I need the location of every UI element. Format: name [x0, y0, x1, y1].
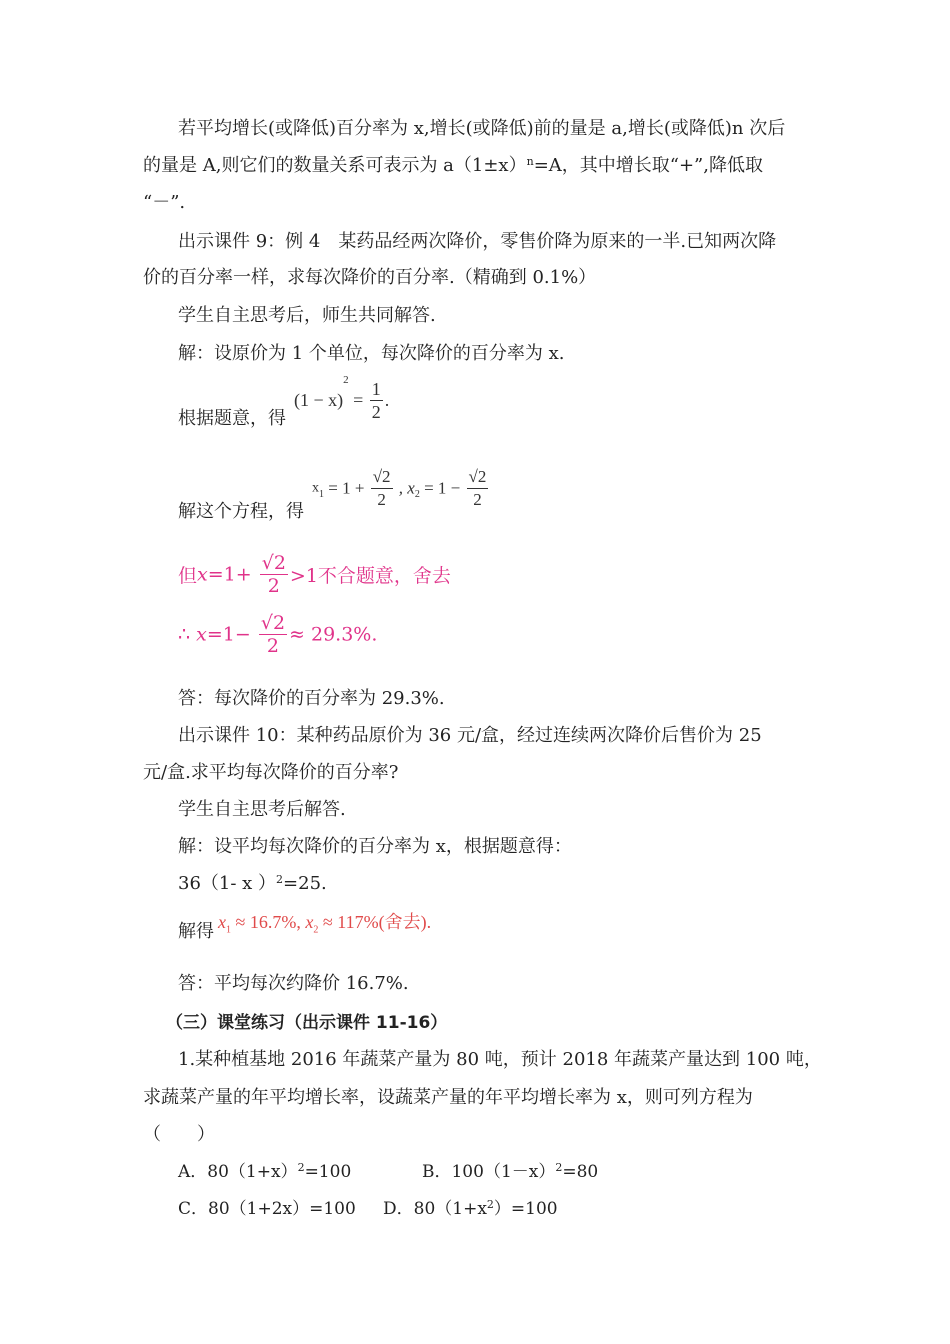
paragraph-1-line-2-part-b: =A，其中增长取“+”,降低取: [533, 155, 763, 176]
sqrt-numerator: √2: [261, 552, 286, 574]
therefore-symbol: ∴: [178, 623, 197, 646]
sqrt-numerator: √2: [260, 612, 286, 634]
root1-x: x: [218, 912, 226, 932]
reject-but: 但: [178, 565, 198, 587]
therefore-fraction: [259, 612, 287, 657]
sqrt-numerator: √2: [467, 466, 489, 489]
therefore-line: [178, 612, 377, 657]
section-title: （三）课堂练习（出示课件 11-16）: [166, 1013, 448, 1033]
fraction-one-half: [370, 378, 383, 423]
sqrt-denominator: 2: [377, 490, 386, 509]
option-c: C．80（1+2x）=100: [178, 1199, 356, 1219]
paragraph-1-line-3: “－”.: [143, 192, 186, 213]
fraction-denominator: 2: [371, 402, 381, 422]
equation-exponent: 2: [343, 374, 349, 386]
example-10-eq-b: =25.: [283, 873, 327, 894]
option-d-text: D．80（1+x: [383, 1199, 487, 1219]
question-1-line-2: 求蔬菜产量的年平均增长率，设蔬菜产量的年平均增长率为 x，则可列方程为: [143, 1087, 753, 1108]
radicand: 2: [272, 612, 286, 634]
example-10-eq-exponent: 2: [276, 873, 284, 886]
option-a-exponent: 2: [297, 1161, 305, 1174]
sqrt-denominator: 2: [473, 490, 482, 509]
solve-label: 解这个方程，得: [178, 501, 304, 522]
option-a-text: A．80（1+x）: [178, 1162, 298, 1182]
root2-value: ≈ 117%(舍去).: [318, 912, 432, 932]
example-4-answer: 答：每次降价的百分率为 29.3%.: [178, 688, 445, 709]
question-1-line-3: （ ）: [143, 1124, 215, 1145]
reject-text: >1不合题意，舍去: [289, 565, 451, 587]
option-b-text: B．100（1－x）: [422, 1162, 556, 1182]
fraction-root2-over-2-b: [467, 466, 489, 511]
root1-subscript: 1: [226, 924, 231, 936]
sqrt-denominator: 2: [266, 635, 279, 657]
example-10-roots: [218, 910, 431, 943]
radicand: 2: [477, 467, 487, 486]
fraction-numerator: 1: [371, 379, 381, 399]
fraction-root2-over-2-a: [371, 466, 393, 511]
example-10-line-2: 元/盒.求平均每次降价的百分率?: [143, 762, 399, 783]
option-d-rhs: ）=100: [493, 1199, 558, 1219]
x1-subscript: 1: [319, 488, 324, 500]
example-10-solution: 解：设平均每次降价的百分率为 x，根据题意得：: [178, 836, 572, 857]
roots-formula: [312, 466, 490, 511]
example-10-eq-a: 36（1- x ）: [178, 873, 277, 894]
paragraph-1-line-2: [143, 154, 763, 178]
equation-label: 根据题意，得: [178, 408, 286, 429]
example-4-think: 学生自主思考后，师生共同解答.: [178, 305, 436, 326]
reject-x: x: [197, 563, 208, 586]
option-d: [383, 1197, 558, 1221]
equation-equals: =: [353, 390, 364, 410]
question-1-line-1: 1.某种植基地 2016 年蔬菜产量为 80 吨，预计 2018 年蔬菜产量达到 100 吨，: [178, 1049, 822, 1070]
paragraph-1-line-1: 若平均增长(或降低)百分率为 x,增长(或降低)前的量是 a,增长(或降低)n 次后: [178, 118, 786, 139]
paragraph-1-line-2-part-a: 的量是 A,则它们的数量关系可表示为 a（1±x）: [143, 155, 527, 176]
sqrt-numerator: √2: [371, 466, 393, 489]
example-10-answer: 答：平均每次约降价 16.7%.: [178, 973, 409, 994]
exponent-n: n: [526, 155, 534, 168]
option-b-rhs: =80: [562, 1162, 599, 1182]
root2-x: x: [305, 912, 314, 932]
option-a: [178, 1160, 351, 1184]
example-10-equation: [178, 872, 327, 896]
reject-root-line: [178, 552, 451, 597]
reject-expr: =1+: [207, 563, 252, 586]
example-10-think: 学生自主思考后解答.: [178, 799, 346, 820]
root1-value: ≈ 16.7%,: [231, 912, 306, 932]
example-10-solve-label: 解得: [178, 921, 214, 942]
x1-expression: = 1 +: [328, 478, 365, 498]
root2-subscript: 2: [313, 924, 319, 936]
x2-expression: = 1 −: [424, 478, 461, 498]
therefore-x: x: [196, 623, 207, 646]
x2-subscript: 2: [414, 488, 420, 500]
reject-fraction: [260, 552, 288, 597]
example-4-line-2: 价的百分率一样，求每次降价的百分率.（精确到 0.1%）: [143, 267, 597, 288]
option-a-rhs: =100: [304, 1162, 352, 1182]
radicand: 2: [273, 552, 286, 574]
sqrt-denominator: 2: [267, 575, 280, 597]
option-b: [422, 1160, 598, 1184]
radicand: 2: [382, 467, 391, 486]
example-10-solve: [178, 920, 214, 944]
equation-formula: [294, 374, 390, 423]
equation-lhs: (1 − x): [294, 390, 344, 410]
x2-variable: , x: [398, 478, 415, 498]
option-b-exponent: 2: [555, 1161, 563, 1174]
example-10-line-1: 出示课件 10：某种药品原价为 36 元/盒，经过连续两次降价后售价为 25: [178, 725, 762, 746]
x1-variable: x: [312, 480, 319, 496]
therefore-result: ≈ 29.3%.: [289, 623, 378, 646]
equation-period: .: [384, 390, 390, 410]
example-4-solution: 解：设原价为 1 个单位，每次降价的百分率为 x.: [178, 343, 565, 364]
option-d-exponent: 2: [486, 1198, 494, 1211]
example-4-line-1: 出示课件 9：例 4 某药品经两次降价，零售价降为原来的一半.已知两次降: [178, 231, 777, 252]
therefore-expr: =1−: [206, 623, 251, 646]
